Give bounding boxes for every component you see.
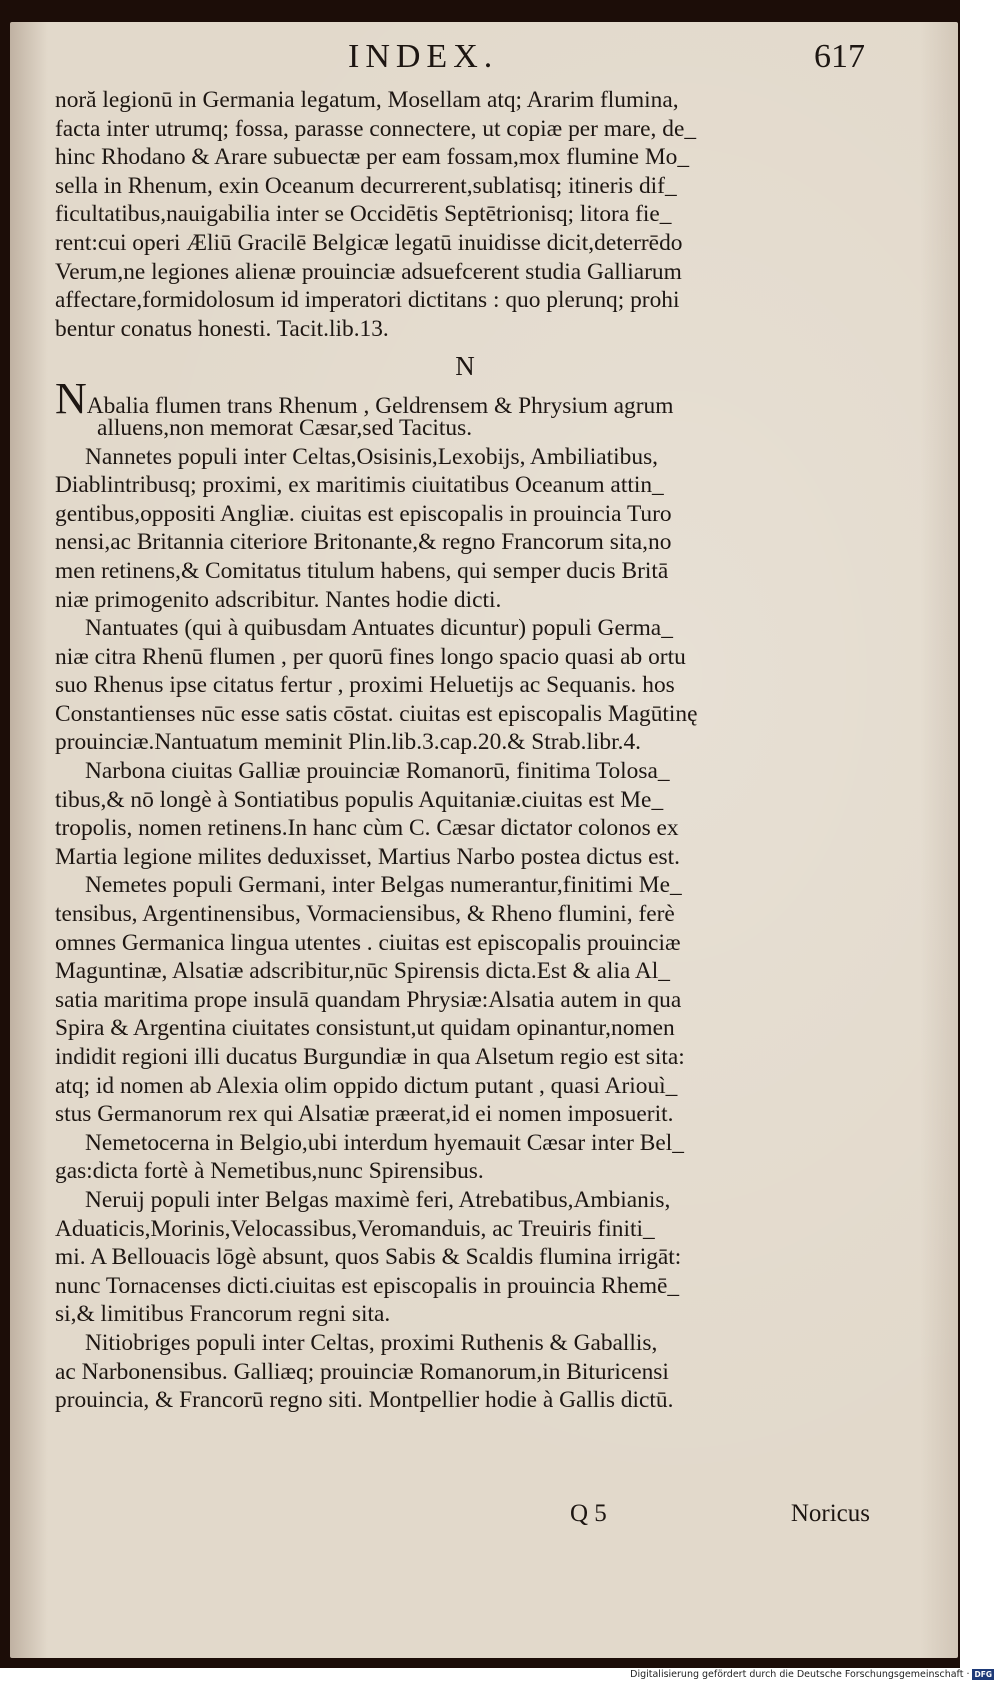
line-text: gentibus,oppositi Angliæ. ciuitas est episcopalis in prouincia Turo	[55, 500, 672, 527]
line-text: Neruij populi inter Belgas maximè feri, Atrebatibus,Ambianis,	[85, 1186, 671, 1213]
line-text: omnes Germanica lingua utentes . ciuitas est episcopalis prouinciæ	[55, 929, 681, 956]
line-text: Martia legione milites deduxisset, Martius Narbo postea dictus est.	[55, 843, 680, 870]
line-text: niæ citra Rhenū flumen , per quorū fines longo spacio quasi ab ortu	[55, 643, 686, 670]
text-line	[55, 1014, 875, 1043]
text-line	[55, 957, 875, 986]
page-number: 617	[814, 38, 865, 75]
credit-separator: ·	[966, 1668, 970, 1680]
index-entry-line	[55, 614, 875, 643]
line-text: si,& limitibus Francorum regni sita.	[55, 1301, 391, 1328]
running-title: INDEX.	[348, 38, 499, 75]
page-footer	[570, 1500, 870, 1536]
text-line: ficultatibus,nauigabilia inter se Occidētis Septētrionisq; litora fie_	[55, 201, 672, 228]
text-line	[55, 1072, 875, 1101]
text-line	[55, 1100, 875, 1129]
text-line	[55, 500, 875, 529]
credit-text: Digitalisierung gefördert durch die Deutsche Forschungsgemeinschaft	[630, 1668, 964, 1680]
line-text: tensibus, Argentinensibus, Vormaciensibus, & Rheno flumini, ferè	[55, 901, 675, 928]
text-line	[55, 1300, 875, 1329]
signature-mark: Q 5	[570, 1500, 607, 1527]
line-text: Nannetes populi inter Celtas,Osisinis,Lexobijs, Ambiliatibus,	[85, 443, 659, 470]
index-entry-line	[55, 443, 875, 472]
text-line: rent:cui operi Æliū Gracilē Belgicæ legatū inuidisse dicit,deterrēdo	[55, 229, 683, 256]
line-text: Nemetocerna in Belgio,ubi interdum hyemauit Cæsar inter Bel_	[85, 1129, 684, 1156]
text-line	[55, 814, 875, 843]
line-text: nunc Tornacenses dicti.ciuitas est episcopalis in prouincia Rhemē_	[55, 1272, 680, 1299]
index-entry-line	[55, 1186, 875, 1215]
dfg-logo: DFG	[974, 1669, 992, 1679]
index-entry-line	[55, 1129, 875, 1158]
text-line	[55, 586, 875, 615]
text-line	[55, 1386, 875, 1415]
text-line	[55, 643, 875, 672]
line-text: Nantuates (qui à quibusdam Antuates dicuntur) populi Germa_	[85, 615, 673, 642]
line-text: suo Rhenus ipse citatus fertur , proximi Heluetijs ac Sequanis. hos	[55, 672, 675, 699]
text-line	[55, 986, 875, 1015]
line-text: Spira & Argentina ciuitates consistunt,ut quidam opinantur,nomen	[55, 1015, 675, 1042]
line-text: atq; id nomen ab Alexia olim oppido dictum putant , quasi Ariouì_	[55, 1072, 678, 1099]
line-text: gas:dicta fortè à Nemetibus,nunc Spirensibus.	[55, 1158, 484, 1185]
index-entry-line	[55, 871, 875, 900]
text-line	[55, 1358, 875, 1387]
text-line: Verum,ne legiones alienæ prouinciæ adsuefcerent studia Galliarum	[55, 258, 682, 285]
line-text: indidit regioni illi ducatus Burgundiæ in qua Alsetum regio est sita:	[55, 1044, 685, 1070]
line-text: Maguntinæ, Alsatiæ adscribitur,nūc Spirensis dicta.Est & alia Al_	[55, 958, 670, 985]
line-text: niæ primogenito adscribitur. Nantes hodie dicti.	[55, 586, 502, 613]
line-text: alluens,non memorat Cæsar,sed Tacitus.	[97, 414, 473, 441]
text-line: hinc Rhodano & Arare subuectæ per eam fossam,mox flumine Mo_	[55, 144, 690, 171]
text-line	[55, 1215, 875, 1244]
line-text: tropolis, nomen retinens.In hanc cùm C. Cæsar dictator colonos ex	[55, 815, 679, 842]
line-text: men retinens,& Comitatus titulum habens, qui semper ducis Britā	[55, 557, 669, 584]
text-line	[55, 528, 875, 557]
line-text: Diablintribusq; proximi, ex maritimis ciuitatibus Oceanum attin_	[55, 472, 664, 499]
line-text: prouinciæ.Nantuatum meminit Plin.lib.3.cap.20.& Strab.libr.4.	[55, 729, 642, 756]
text-line	[55, 700, 875, 729]
text-line	[55, 414, 875, 443]
index-entry-line	[55, 374, 875, 424]
text-line	[55, 1243, 875, 1272]
index-text-block	[55, 86, 875, 1415]
text-line	[55, 843, 875, 872]
text-line	[55, 786, 875, 815]
line-text: Narbona ciuitas Galliæ prouinciæ Romanorū, finitima Tolosa_	[85, 758, 670, 785]
digitization-credit	[630, 1667, 994, 1681]
text-line	[55, 728, 875, 757]
text-line	[55, 1272, 875, 1301]
text-line	[55, 1043, 875, 1072]
index-entry-line	[55, 757, 875, 786]
text-line: affectare,formidolosum id imperatori dictitans : quo plerunq; prohi	[55, 287, 680, 314]
drop-cap: N	[55, 374, 87, 424]
text-line	[55, 557, 875, 586]
line-text: satia maritima prope insulā quandam Phrysiæ:Alsatia autem in qua	[55, 986, 682, 1013]
running-header	[310, 36, 865, 76]
book-page	[10, 22, 958, 1658]
line-text: Aduaticis,Morinis,Velocassibus,Veromanduis, ac Treuiris finiti_	[55, 1215, 655, 1242]
line-text: tibus,& nō longè à Sontiatibus populis Aquitaniæ.ciuitas est Me_	[55, 786, 664, 813]
text-line	[55, 471, 875, 500]
line-text: nensi,ac Britannia citeriore Britonante,& regno Francorum sita,no	[55, 529, 672, 556]
line-text: Nitiobriges populi inter Celtas, proximi Ruthenis & Gaballis,	[85, 1329, 658, 1356]
index-entry-line	[55, 1329, 875, 1358]
text-line: bentur conatus honesti. Tacit.lib.13.	[55, 315, 389, 342]
text-line	[55, 1157, 875, 1186]
line-text: Nemetes populi Germani, inter Belgas numerantur,finitimi Me_	[85, 872, 682, 899]
line-text: mi. A Bellouacis lōgè absunt, quos Sabis & Scaldis flumina irrigāt:	[55, 1244, 682, 1271]
text-line	[55, 671, 875, 700]
text-line	[55, 900, 875, 929]
text-line	[55, 929, 875, 958]
line-text: Abalia flumen trans Rhenum , Geldrensem & Phrysium agrum	[86, 393, 674, 420]
line-text: Constantienses nūc esse satis cōstat. ciuitas est episcopalis Magūtinę	[55, 700, 698, 727]
line-text: prouincia, & Francorū regno siti. Montpellier hodie à Gallis dictū.	[55, 1387, 674, 1414]
line-text: ac Narbonensibus. Galliæq; prouinciæ Romanorum,in Bituricensi	[55, 1358, 669, 1385]
text-line: noră legionū in Germania legatum, Mosellam atq; Ararim flumina,	[55, 87, 679, 113]
text-line: facta inter utrumq; fossa, parasse connectere, ut copiæ per mare, de_	[55, 115, 697, 142]
line-text: stus Germanorum rex qui Alsatiæ præerat,id ei nomen imposuerit.	[55, 1101, 674, 1128]
text-line: sella in Rhenum, exin Oceanum decurrerent,sublatisq; itineris dif_	[55, 172, 677, 199]
section-letter: N	[455, 351, 475, 382]
catchword: Noricus	[790, 1500, 870, 1527]
